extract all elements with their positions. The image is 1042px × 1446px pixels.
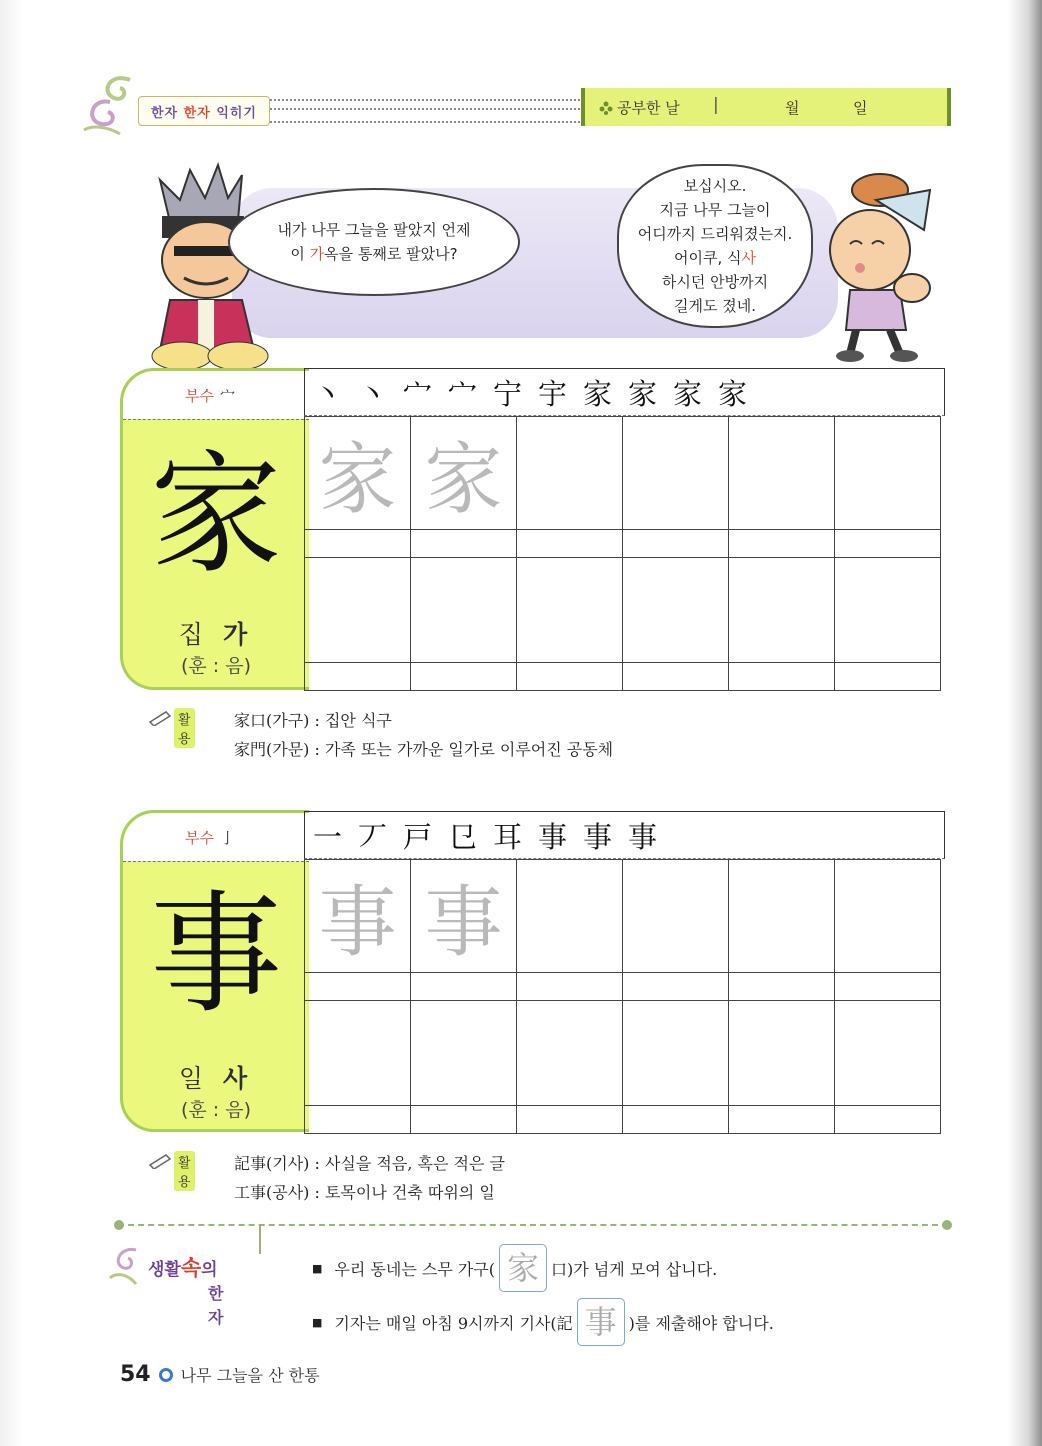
practice-cell[interactable] bbox=[835, 1106, 941, 1134]
practice-cell[interactable] bbox=[623, 663, 729, 691]
boy-character-illustration bbox=[820, 170, 940, 365]
practice-cell[interactable] bbox=[411, 1001, 517, 1106]
trace-cell[interactable]: 家 bbox=[411, 417, 517, 530]
title-part: 한자 bbox=[151, 105, 179, 121]
practice-cell[interactable] bbox=[729, 1106, 835, 1134]
title-part: 생활 bbox=[148, 1260, 181, 1280]
practice-cell[interactable] bbox=[623, 1106, 729, 1134]
bubble-text: 지금 나무 그늘이 bbox=[659, 201, 771, 219]
usage-line: 工事(공사) : 토목이나 건축 따위의 일 bbox=[234, 1183, 495, 1202]
sound-text: 사 bbox=[222, 1064, 254, 1093]
sound-text: 가 bbox=[222, 620, 254, 649]
stroke-step: 宀 bbox=[402, 376, 432, 411]
stroke-step: 事 bbox=[627, 819, 657, 854]
character-card-sa bbox=[120, 810, 309, 1132]
divider-dot bbox=[942, 1220, 952, 1230]
practice-cell[interactable] bbox=[305, 1106, 411, 1134]
stroke-step: 家 bbox=[627, 376, 657, 411]
meaning-sound bbox=[123, 615, 309, 651]
practice-cell[interactable] bbox=[517, 417, 623, 530]
sentence-text: 우리 동네는 스무 가구( bbox=[334, 1259, 496, 1279]
practice-cell[interactable] bbox=[623, 530, 729, 558]
practice-cell[interactable] bbox=[411, 1106, 517, 1134]
practice-cell[interactable] bbox=[835, 558, 941, 663]
practice-cell[interactable] bbox=[835, 417, 941, 530]
stroke-step: 宁 bbox=[492, 376, 522, 411]
practice-cell[interactable] bbox=[517, 973, 623, 1001]
study-date-label bbox=[599, 97, 680, 118]
highlight-text: 사 bbox=[741, 249, 756, 267]
bullet: ■ bbox=[312, 1261, 323, 1275]
bubble-text: 내가 나무 그늘을 팔았지 언제 bbox=[277, 221, 471, 239]
stroke-step: 宇 bbox=[537, 376, 567, 411]
stroke-step: 事 bbox=[582, 819, 612, 854]
stroke-step: 耳 bbox=[492, 819, 522, 854]
example-sentence-2 bbox=[312, 1298, 774, 1346]
practice-cell[interactable] bbox=[305, 1001, 411, 1106]
dashed-divider bbox=[123, 419, 309, 420]
usage-line: 記事(기사) : 사실을 적음, 혹은 적은 글 bbox=[234, 1154, 505, 1173]
stroke-step: 戸 bbox=[402, 819, 432, 854]
highlight-text: 가 bbox=[309, 245, 325, 263]
stroke-step: 丆 bbox=[357, 819, 387, 854]
study-date-box bbox=[581, 88, 951, 126]
practice-cell[interactable] bbox=[623, 860, 729, 973]
stroke-step: 丶 bbox=[357, 376, 387, 411]
bushu-text: 부수 bbox=[185, 387, 214, 405]
header-dotted-rule bbox=[270, 99, 580, 123]
practice-cells bbox=[304, 416, 941, 691]
practice-cell[interactable] bbox=[623, 558, 729, 663]
stroke-step: 家 bbox=[582, 376, 612, 411]
bushu-header bbox=[123, 371, 309, 419]
pencil-icon bbox=[148, 710, 172, 726]
divider-dot bbox=[114, 1220, 124, 1230]
stroke-step: 家 bbox=[672, 376, 702, 411]
practice-cell[interactable] bbox=[411, 558, 517, 663]
practice-cell[interactable] bbox=[517, 558, 623, 663]
stroke-step: 家 bbox=[717, 376, 747, 411]
radical: 亅 bbox=[219, 829, 235, 847]
flower-icon bbox=[599, 101, 613, 115]
bushu-header bbox=[123, 813, 309, 861]
section-divider bbox=[118, 1224, 948, 1226]
practice-cell[interactable] bbox=[835, 1001, 941, 1106]
trace-cell[interactable]: 事 bbox=[411, 860, 517, 973]
practice-cell[interactable] bbox=[729, 530, 835, 558]
practice-cell[interactable] bbox=[411, 973, 517, 1001]
title-part: 속 bbox=[180, 1256, 202, 1280]
month-label: 월 bbox=[785, 99, 800, 117]
usage-line: 家門(가문) : 가족 또는 가까운 일가로 이루어진 공동체 bbox=[234, 740, 614, 759]
stroke-order-row bbox=[304, 811, 945, 859]
sentence-text: 口)가 넘게 모여 삽니다. bbox=[551, 1259, 718, 1279]
meaning-text: 일 bbox=[178, 1064, 210, 1093]
practice-cell[interactable] bbox=[517, 1106, 623, 1134]
practice-cell[interactable] bbox=[729, 860, 835, 973]
sentence-text: 기자는 매일 아침 9시까지 기사(記 bbox=[334, 1313, 573, 1333]
bubble-text: 이 bbox=[290, 245, 310, 263]
usage-tag: 활용 bbox=[174, 1151, 195, 1191]
practice-cell[interactable] bbox=[411, 530, 517, 558]
meaning-text: 집 bbox=[178, 620, 210, 649]
bullet: ■ bbox=[312, 1315, 323, 1329]
stroke-order-row bbox=[304, 368, 945, 416]
trace-cell[interactable]: 家 bbox=[305, 417, 411, 530]
answer-box[interactable]: 事 bbox=[577, 1298, 625, 1346]
hun-eum-label: (훈 : 음) bbox=[180, 655, 251, 677]
speech-bubble-king bbox=[228, 188, 520, 296]
practice-cell[interactable] bbox=[305, 973, 411, 1001]
practice-cell[interactable] bbox=[517, 530, 623, 558]
radical: 宀 bbox=[219, 387, 235, 405]
bubble-text: 옥을 통째로 팔았나? bbox=[324, 245, 458, 263]
practice-cell[interactable] bbox=[517, 860, 623, 973]
title-part: 한자 bbox=[183, 105, 211, 121]
bubble-text: 보십시오. bbox=[683, 177, 747, 195]
dashed-divider bbox=[123, 861, 309, 862]
stroke-step: 丶 bbox=[312, 376, 342, 411]
practice-cell[interactable] bbox=[411, 663, 517, 691]
practice-cell[interactable] bbox=[729, 558, 835, 663]
bubble-text: 어디까지 드리워졌는지. bbox=[637, 225, 793, 243]
stroke-step: 㔾 bbox=[447, 819, 477, 854]
usage-tag: 활용 bbox=[174, 708, 195, 748]
title-sub: 한자 bbox=[208, 1284, 224, 1327]
circle-bullet-icon bbox=[159, 1368, 173, 1382]
title-part: 의 bbox=[201, 1260, 218, 1280]
page-number: 54 bbox=[120, 1362, 151, 1387]
trace-cell[interactable]: 事 bbox=[305, 860, 411, 973]
bushu-label bbox=[185, 385, 235, 406]
cloud-ornament-icon bbox=[106, 1244, 146, 1292]
practice-cell[interactable] bbox=[835, 860, 941, 973]
speech-bubble-boy bbox=[617, 164, 813, 328]
practice-cell[interactable] bbox=[729, 417, 835, 530]
character-card-ga bbox=[120, 368, 309, 690]
section-title bbox=[138, 96, 270, 126]
page-edge bbox=[0, 0, 22, 1446]
practice-cell[interactable] bbox=[305, 558, 411, 663]
stroke-step: 事 bbox=[537, 819, 567, 854]
stroke-step: 宀 bbox=[447, 376, 477, 411]
page-story-title: 나무 그늘을 산 한통 bbox=[180, 1366, 320, 1385]
study-label-text: 공부한 날 bbox=[617, 99, 680, 117]
main-character: 家 bbox=[150, 438, 282, 592]
bubble-text: 하시던 안방까지 bbox=[661, 273, 769, 291]
practice-cell[interactable] bbox=[729, 1001, 835, 1106]
main-character: 事 bbox=[150, 878, 282, 1032]
daily-hanja-title bbox=[148, 1256, 224, 1327]
study-separator: | bbox=[713, 95, 719, 115]
example-sentence-1 bbox=[312, 1244, 717, 1292]
practice-cell[interactable] bbox=[729, 663, 835, 691]
sentence-text: )를 제출해야 합니다. bbox=[628, 1313, 774, 1333]
bushu-label bbox=[185, 827, 235, 848]
practice-cell[interactable] bbox=[729, 973, 835, 1001]
stroke-step: 一 bbox=[312, 819, 342, 854]
practice-cells bbox=[304, 859, 941, 1134]
practice-cell[interactable] bbox=[305, 663, 411, 691]
day-label: 일 bbox=[853, 99, 868, 117]
answer-box[interactable]: 家 bbox=[499, 1244, 547, 1292]
bubble-text: 길게도 졌네. bbox=[674, 297, 756, 315]
practice-cell[interactable] bbox=[835, 663, 941, 691]
divider-tick bbox=[259, 1226, 261, 1254]
practice-cell[interactable] bbox=[623, 1001, 729, 1106]
title-part: 익히기 bbox=[216, 105, 257, 121]
practice-cell[interactable] bbox=[623, 417, 729, 530]
practice-cell[interactable] bbox=[623, 973, 729, 1001]
pencil-icon bbox=[148, 1153, 172, 1169]
page-footer bbox=[120, 1362, 320, 1387]
practice-cell[interactable] bbox=[305, 530, 411, 558]
practice-cell[interactable] bbox=[517, 663, 623, 691]
hun-eum-label: (훈 : 음) bbox=[180, 1099, 251, 1121]
meaning-sound bbox=[123, 1059, 309, 1095]
usage-line: 家口(가구) : 집안 식구 bbox=[234, 711, 392, 730]
practice-cell[interactable] bbox=[517, 1001, 623, 1106]
bubble-text: 어이쿠, 식 bbox=[674, 249, 742, 267]
practice-cell[interactable] bbox=[835, 530, 941, 558]
practice-cell[interactable] bbox=[835, 973, 941, 1001]
page-gutter-shadow bbox=[1008, 0, 1042, 1446]
bushu-text: 부수 bbox=[185, 829, 214, 847]
